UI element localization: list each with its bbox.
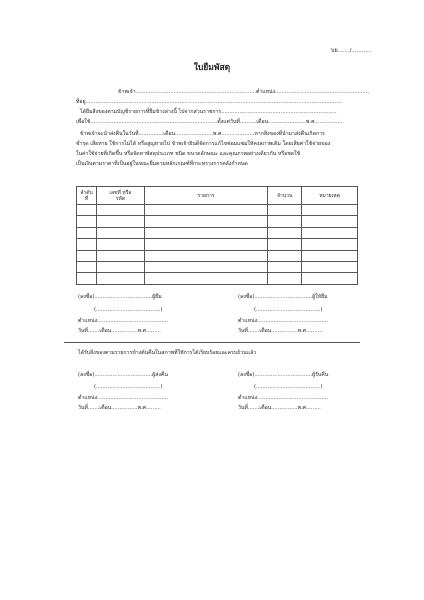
returner-signature: (ลงชื่อ)...................................ผู้ส่งคืน	[78, 372, 168, 378]
return-date-line: ข้าพเจ้าจะนำส่งคืนในวันที่...............เดือน.......................พ.ศ....................หากสิ่งของที่นำมาส่งคืนเกิดการ	[80, 131, 325, 137]
returner-position: ตำแหน่ง...........................................	[78, 395, 169, 401]
borrower-line: ข้าพเจ้า.........................................................................ตำแหน่ง.........................................................	[118, 89, 370, 95]
table-header-row	[77, 187, 358, 205]
receiver-signature: (ลงชื่อ)...................................ผู้รับคืน	[238, 372, 329, 378]
purpose-line: เพื่อใช้.............................................................................ตั้งแต่วันที่..........เดือน.......................พ.ศ.................	[76, 119, 343, 125]
document-number: บย......./............	[331, 48, 372, 54]
agency-line: ได้ยืมสิ่งของตามบัญชีรายการที่ยืมข้างล่างนี้ ไปจากส่วนราชการ......................................................................	[80, 109, 337, 115]
col-header-remark: หมายเหตุ	[302, 187, 358, 205]
receiver-name: (.......................................)	[254, 384, 323, 390]
table-row	[77, 239, 358, 250]
table-row	[77, 205, 358, 216]
lender-name: (.......................................)	[254, 307, 323, 313]
col-header-item: รายการ	[144, 187, 267, 205]
borrower-date: วันที่.......เดือน................พ.ศ.........	[78, 328, 161, 334]
lender-date: วันที่.......เดือน................พ.ศ..........	[238, 328, 323, 334]
table-row	[77, 273, 358, 284]
borrower-signature: (ลงชื่อ)...................................ผู้ยืม	[78, 294, 162, 300]
returner-name: (.......................................)	[94, 384, 163, 390]
items-table	[76, 186, 358, 285]
borrower-name: (.......................................)	[94, 307, 163, 313]
table-row	[77, 216, 358, 227]
condition-line-2: ในค่าใช้จ่ายที่เกิดขึ้น หรือจัดหาพัสดุประเภท ชนิด ขนาดลักษณะ และคุณภาพอย่างเดียวกัน หรือชดใช้	[76, 151, 301, 157]
receiver-position: ตำแหน่ง...........................................	[238, 395, 329, 401]
condition-line-3: เป็นเงินตามราคาที่เป็นอยู่ในขณะยืมตามหลักเกณฑ์ที่กระทรวงการคลังกำหนด	[76, 161, 248, 167]
col-header-qty: จำนวน	[268, 187, 302, 205]
borrower-position: ตำแหน่ง...........................................	[78, 318, 169, 324]
condition-line-1: ชำรุด เสียหาย ใช้การไม่ได้ หรือสูญหายไป ข้าพเจ้ายินดีจัดการแก้ไขซ่อมแซมให้คงสภาพเดิม โดยเสียค่าใช้จ่ายของ	[76, 141, 331, 147]
receiver-date: วันที่.......เดือน................พ.ศ.........	[238, 405, 321, 411]
returner-date: วันที่.......เดือน................พ.ศ.........	[78, 405, 161, 411]
section-divider	[64, 342, 360, 343]
receipt-note: ได้รับสิ่งของตามรายการข้างต้นคืนในสภาพที่ใช้การได้เรียบร้อยและครบถ้วนแล้ว	[78, 350, 257, 356]
address-line: ที่อยู่............................................................................................................................................................	[76, 99, 343, 105]
col-header-code: เลขที่ หรือ รหัส	[96, 187, 144, 205]
page-title: ใบยืมพัสดุ	[193, 63, 231, 73]
lender-position: ตำแหน่ง...........................................	[238, 318, 329, 324]
lender-signature: (ลงชื่อ)...................................ผู้ให้ยืม	[238, 294, 328, 300]
col-header-seq: ลำดับ ที่	[77, 187, 97, 205]
table-row	[77, 261, 358, 272]
table-row	[77, 250, 358, 261]
table-row	[77, 227, 358, 238]
